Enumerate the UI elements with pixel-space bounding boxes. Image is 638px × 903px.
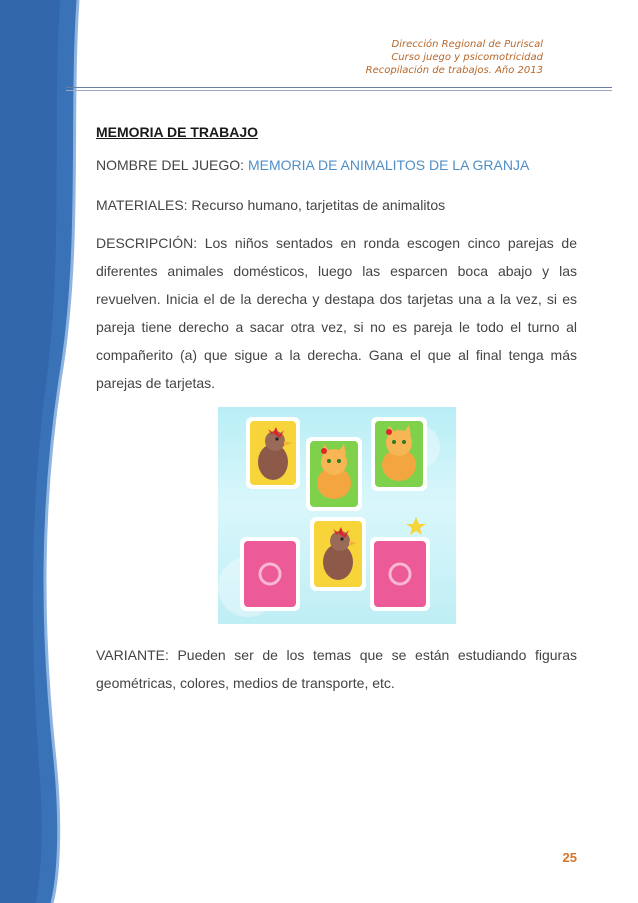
header-line-1: Dirección Regional de Puriscal (391, 39, 543, 50)
section-title: MEMORIA DE TRABAJO (96, 124, 259, 140)
game-name-label: NOMBRE DEL JUEGO: (96, 157, 248, 173)
description-paragraph: DESCRIPCIÓN: Los niños sentados en ronda escogen cinco parejas de diferentes animales domésticos, luego las esparcen boca abajo y las revuelven. Inicia el de la derecha y destapa dos tarjetas una a la vez, si es pareja tiene derecho a sacar otra vez, si no es pareja le todo el turno al compañerito (a) que sigue a la derecha. Gana el que al final tenga más parejas de tarjetas. (96, 235, 577, 391)
game-scene (218, 407, 456, 624)
memory-game-illustration (218, 407, 456, 624)
page-number: 25 (562, 850, 577, 865)
left-wave-decoration (0, 0, 110, 903)
materials-line: MATERIALES: Recurso humano, tarjetitas de animalitos (96, 197, 446, 213)
variant-paragraph: VARIANTE: Pueden ser de los temas que se están estudiando figuras geométricas, colores, medios de transporte, etc. (96, 647, 577, 691)
game-name-value: MEMORIA DE ANIMALITOS DE LA GRANJA (247, 157, 530, 173)
game-name-line (96, 157, 529, 173)
header-line-3: Recopilación de trabajos. Año 2013 (365, 65, 543, 76)
header-rule (66, 87, 612, 88)
header-line-2: Curso juego y psicomotricidad (391, 52, 543, 63)
header-rule-secondary (66, 90, 612, 91)
document-header (366, 38, 543, 77)
